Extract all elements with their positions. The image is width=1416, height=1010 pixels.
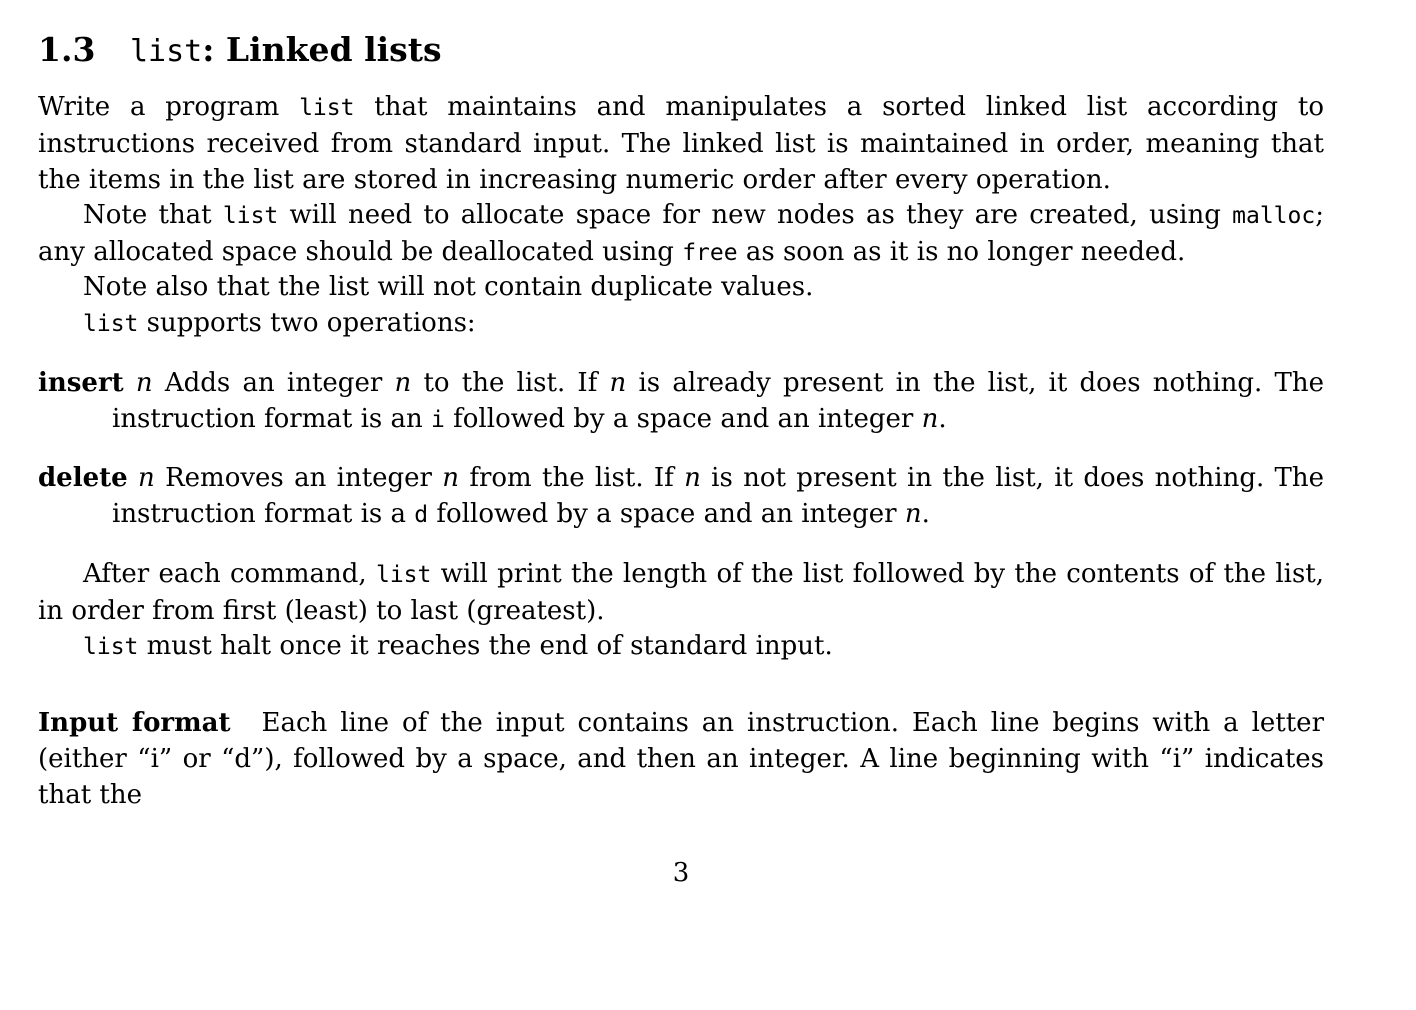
section-heading (38, 30, 442, 69)
paragraph-intro (38, 89, 1324, 198)
text-run: will print the length of the list followed by the contents of the list, in order from first (least) to last (greatest). (38, 559, 1325, 626)
text-run: must halt once it reaches the end of standard input. (138, 631, 833, 661)
text-run: as soon as it is no longer needed. (737, 237, 1186, 267)
text-run: from the list. If (459, 463, 685, 493)
text-run: . (938, 404, 947, 434)
definition-delete (38, 460, 1324, 533)
var-n: n (921, 404, 939, 434)
var-n: n (442, 463, 460, 493)
text-run: followed by a space and an integer (444, 404, 922, 434)
term-delete: delete (38, 463, 128, 493)
text-run: that maintains and manipulates a sorted linked list according to instructions received from standard input. The linked list is maintained in order, meaning that the items in the list are stored in increasing numeric order after every operation. (38, 92, 1324, 195)
text-run: Adds an integer (152, 368, 395, 398)
code-free: free (682, 240, 738, 266)
var-n: n (684, 463, 701, 493)
code-d: d (414, 502, 429, 528)
input-format-label: Input format (38, 708, 231, 738)
var-n: n (138, 463, 155, 493)
text-run: . (921, 499, 930, 529)
section-title-code: list (130, 34, 203, 69)
code-list: list (299, 95, 355, 121)
code-i: i (431, 407, 445, 433)
text-run: Removes an integer (154, 463, 443, 493)
var-n: n (394, 368, 412, 398)
text-run: followed by a space and an integer (428, 499, 905, 529)
paragraph-print-after-command (38, 556, 1324, 629)
text-run: Note that (83, 200, 223, 230)
var-n: n (609, 368, 627, 398)
code-list: list (83, 634, 139, 660)
text-run: After each command, (83, 559, 376, 589)
page-number: 3 (672, 858, 690, 888)
text-run: to the list. If (411, 368, 610, 398)
text-run: Each line of the input contains an instruction. Each line begins with a letter (either “i” or “d”), followed by a space, and then an integer. A line beginning with “i” indicates that the (38, 708, 1325, 810)
section-title-text: : Linked lists (202, 30, 442, 69)
paragraph-malloc-note (38, 197, 1324, 271)
code-list: list (83, 311, 139, 337)
code-malloc: malloc (1232, 203, 1316, 229)
paragraph-duplicates-note (38, 269, 1324, 305)
paragraph-halt (38, 628, 1324, 665)
text-run: ; any allocated space should be deallocated using (38, 200, 1324, 267)
paragraph-input-format (38, 705, 1324, 813)
paragraph-operations-intro (38, 305, 1324, 342)
term-insert: insert (38, 368, 124, 398)
text-run: Note also that the list will not contain duplicate values. (83, 272, 814, 302)
code-list: list (222, 203, 279, 229)
var-n: n (904, 499, 922, 529)
var-n: n (135, 368, 153, 398)
text-run: is not present in the list, it does nothing. The instruction format is a (112, 463, 1325, 529)
text-run: is already present in the list, it does nothing. The instruction format is an (112, 368, 1324, 434)
code-list: list (375, 562, 432, 588)
text-run: Write a program (38, 92, 300, 122)
section-number: 1.3 (38, 30, 96, 69)
text-run: supports two operations: (138, 308, 476, 338)
text-run: will need to allocate space for new nodes as they are created, using (278, 200, 1233, 230)
definition-insert (38, 365, 1324, 438)
